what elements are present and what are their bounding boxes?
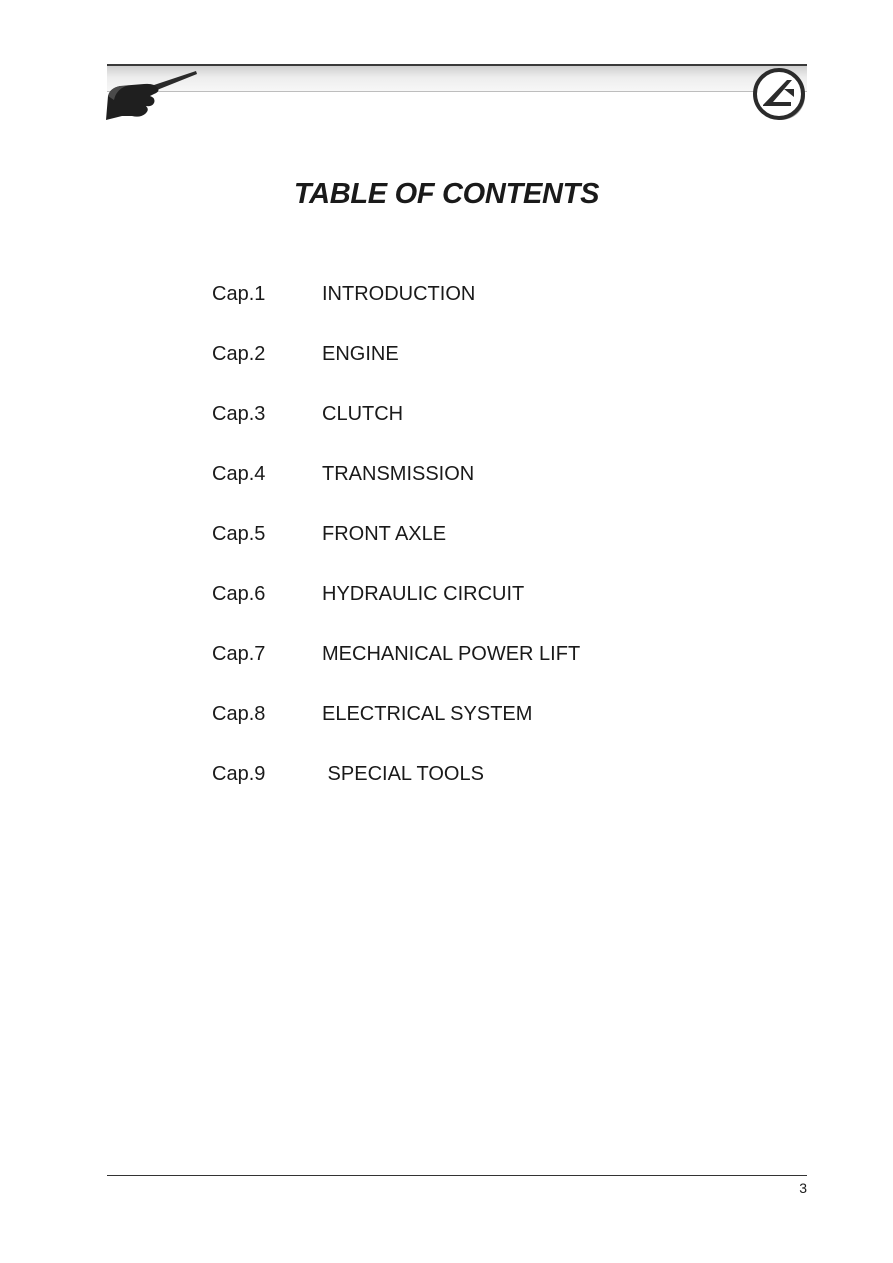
- toc-chapter-number: Cap.3: [212, 403, 266, 425]
- toc-chapter-number: Cap.8: [212, 703, 266, 725]
- toc-chapter-title: MECHANICAL POWER LIFT: [322, 643, 581, 665]
- toc-chapter-number: Cap.2: [212, 343, 266, 365]
- toc-chapter-number: Cap.9: [212, 763, 266, 785]
- toc-chapter-title: FRONT AXLE: [322, 523, 447, 545]
- toc-chapter-title: INTRODUCTION: [322, 283, 476, 305]
- toc-chapter-number: Cap.7: [212, 643, 266, 665]
- toc-chapter-number: Cap.4: [212, 463, 266, 485]
- header-band: [107, 64, 807, 92]
- toc-chapter-title: ENGINE: [322, 343, 399, 365]
- footer-divider: [107, 1175, 807, 1176]
- toc-chapter-title: ELECTRICAL SYSTEM: [322, 703, 533, 725]
- hand-pointer-icon: [104, 66, 200, 124]
- brand-logo-icon: [751, 67, 809, 123]
- toc-chapter-title: CLUTCH: [322, 403, 404, 425]
- toc-chapter-number: Cap.1: [212, 283, 266, 305]
- toc-chapter-number: Cap.5: [212, 523, 266, 545]
- toc-chapter-number: Cap.6: [212, 583, 266, 605]
- page-number: 3: [799, 1180, 807, 1196]
- toc-chapter-title: TRANSMISSION: [322, 463, 475, 485]
- toc-chapter-title: HYDRAULIC CIRCUIT: [322, 583, 525, 605]
- page-title: TABLE OF CONTENTS: [293, 178, 600, 210]
- toc-chapter-title: SPECIAL TOOLS: [322, 763, 484, 785]
